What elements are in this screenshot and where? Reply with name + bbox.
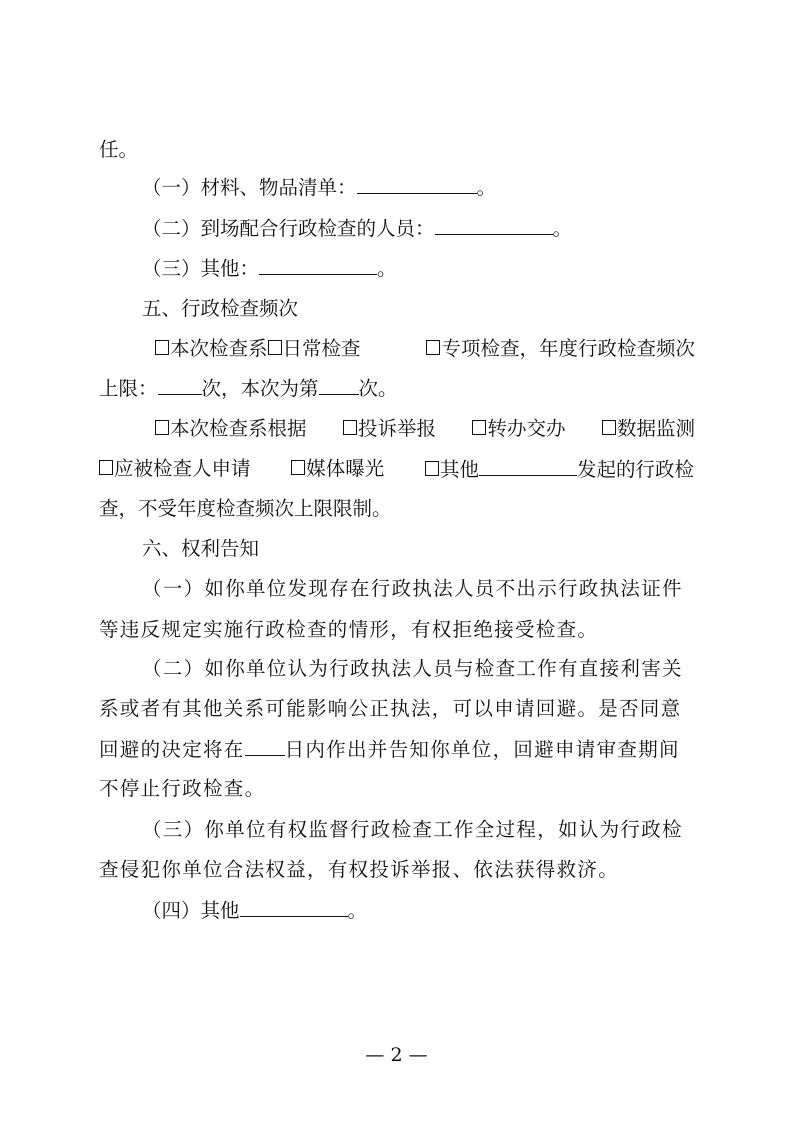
section6-p4 [142, 898, 367, 923]
limit-times-blank[interactable] [158, 376, 202, 395]
personnel-label: （二）到场配合行政检查的人员： [142, 217, 435, 240]
row3-a: 本次检查系根据 [170, 417, 307, 440]
personnel-blank[interactable] [435, 216, 553, 235]
row2-c: 次。 [358, 377, 398, 400]
row2-a: 上限： [99, 377, 158, 400]
checkbox-special-inspection[interactable] [426, 340, 440, 355]
section6-p2-l2: 系或者有其他关系可能影响公正执法，可以申请回避。是否同意 [99, 697, 682, 720]
section6-p1-l2: 等违反规定实施行政检查的情形，有权拒绝接受检查。 [99, 618, 599, 641]
section6-p1-l1: （一）如你单位发现存在行政执法人员不出示行政执法证件 [142, 577, 683, 600]
other1-line [142, 256, 397, 281]
checkbox-referral[interactable] [472, 420, 486, 435]
row2-b: 次，本次为第 [201, 377, 319, 400]
section5-row2 [99, 376, 398, 401]
p4-label: （四）其他 [142, 899, 240, 922]
materials-end: 。 [476, 176, 497, 199]
recusal-days-blank[interactable] [245, 737, 285, 756]
other1-blank[interactable] [259, 256, 377, 275]
checkbox-based-on[interactable] [155, 420, 169, 435]
checkbox-this-inspection[interactable] [155, 340, 169, 355]
checkbox-other[interactable] [425, 461, 439, 476]
p4-end: 。 [347, 899, 368, 922]
other2-blank[interactable] [240, 898, 348, 917]
checkbox-media-exposure[interactable] [291, 460, 305, 475]
section5-row5: 查，不受年度检查频次上限限制。 [99, 497, 392, 520]
row1-b: 日常检查 [282, 337, 361, 360]
other1-label: （三）其他： [142, 257, 260, 280]
personnel-line [142, 216, 572, 241]
page-number: — 2 — [365, 1044, 428, 1066]
row1-c: 专项检查，年度行政检查频次 [441, 337, 695, 360]
row3-c: 转办交办 [487, 417, 566, 440]
checkbox-complaint[interactable] [343, 420, 357, 435]
section5-title: 五、行政检查频次 [142, 297, 299, 320]
section6-p3-l2: 查侵犯你单位合法权益，有权投诉举报、依法获得救济。 [99, 858, 620, 881]
p2-l3b: 日内作出并告知你单位，回避申请审查期间 [284, 738, 680, 761]
row4-d: 发起的行政检 [576, 458, 694, 481]
checkbox-routine-inspection[interactable] [268, 340, 282, 355]
materials-line [142, 175, 496, 200]
checkbox-data-monitoring[interactable] [602, 420, 616, 435]
row4-c: 其他 [439, 458, 479, 481]
materials-label: （一）材料、物品清单： [142, 176, 357, 199]
row4-a: 应被检查人申请 [114, 457, 251, 480]
section6-p2-l1: （二）如你单位认为行政执法人员与检查工作有直接利害关 [142, 657, 683, 680]
current-times-blank[interactable] [319, 376, 359, 395]
checkbox-applicant-request[interactable] [99, 460, 113, 475]
other-source-blank[interactable] [479, 457, 577, 476]
row1-a: 本次检查系 [170, 337, 268, 360]
section6-p3-l1: （三）你单位有权监督行政检查工作全过程，如认为行政检 [142, 818, 683, 841]
section6-p2-l4: 不停止行政检查。 [99, 777, 266, 800]
personnel-end: 。 [552, 217, 573, 240]
text-ren: 任。 [99, 138, 139, 161]
row3-b: 投诉举报 [357, 417, 436, 440]
section6-p2-l3 [99, 737, 680, 762]
section5-row4 [99, 457, 694, 482]
materials-blank[interactable] [357, 175, 477, 194]
row3-d: 数据监测 [616, 417, 695, 440]
p2-l3a: 回避的决定将在 [99, 738, 245, 761]
section6-title: 六、权利告知 [142, 537, 260, 560]
section5-row1 [155, 337, 695, 361]
other1-end: 。 [377, 257, 397, 280]
section5-row3 [155, 417, 695, 441]
row4-b: 媒体曝光 [306, 457, 385, 480]
